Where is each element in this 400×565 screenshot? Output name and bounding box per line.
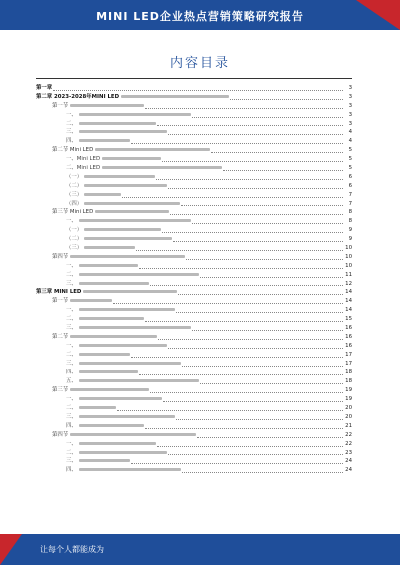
illegible-text-placeholder <box>84 175 154 178</box>
toc-entry-text: 一、 <box>66 342 77 349</box>
illegible-text-placeholder <box>70 335 156 338</box>
illegible-text-placeholder <box>121 95 229 98</box>
illegible-text-placeholder <box>79 353 130 356</box>
toc-entry[interactable] <box>36 235 352 244</box>
toc-entry-label <box>36 315 144 324</box>
toc-leader-dots <box>192 117 343 118</box>
illegible-text-placeholder <box>79 264 138 267</box>
illegible-text-placeholder <box>79 415 175 418</box>
toc-entry[interactable] <box>36 288 352 297</box>
illegible-text-placeholder <box>79 308 175 311</box>
toc-leader-dots <box>145 321 343 322</box>
toc-leader-dots <box>181 205 343 206</box>
toc-leader-dots <box>168 188 343 189</box>
toc-page-number: 8 <box>348 209 352 216</box>
toc-entry-text: （三） <box>66 191 83 198</box>
illegible-text-placeholder <box>79 344 167 347</box>
toc-leader-dots <box>157 446 343 447</box>
toc-page-number: 6 <box>348 173 352 180</box>
toc-entry-label <box>36 386 149 395</box>
toc-page-number: 5 <box>348 156 352 163</box>
toc-leader-dots <box>186 259 343 260</box>
illegible-text-placeholder <box>70 433 196 436</box>
toc-leader-dots <box>163 401 343 402</box>
toc-entry-text: 第二章 2023-2028年MINI LED <box>36 93 120 100</box>
toc-page-number: 8 <box>348 218 352 225</box>
toc-page-number: 18 <box>345 378 352 385</box>
toc-entry-text: 三、 <box>66 458 77 465</box>
toc-entry[interactable] <box>36 244 352 253</box>
toc-entry[interactable] <box>36 271 352 280</box>
toc-entry[interactable] <box>36 333 352 342</box>
illegible-text-placeholder <box>79 424 145 427</box>
illegible-text-placeholder <box>84 237 172 240</box>
toc-entry[interactable] <box>36 342 352 351</box>
toc-entry-text: 三、 <box>66 325 77 332</box>
toc-entry[interactable] <box>36 182 352 191</box>
toc-page-number: 16 <box>345 325 352 332</box>
toc-leader-dots <box>145 428 343 429</box>
toc-leader-dots <box>131 357 343 358</box>
toc-page-number: 9 <box>348 227 352 234</box>
toc-leader-dots <box>162 161 343 162</box>
toc-entry[interactable] <box>36 449 352 458</box>
toc-entry-label <box>36 333 157 342</box>
toc-entry[interactable] <box>36 191 352 200</box>
toc-entry[interactable] <box>36 173 352 182</box>
toc-page-number: 15 <box>345 316 352 323</box>
toc-entry-label <box>36 182 167 191</box>
table-of-contents <box>36 84 352 475</box>
toc-leader-dots <box>117 410 343 411</box>
toc-entry-label <box>36 111 191 120</box>
toc-entry-text: 四、 <box>66 467 77 474</box>
toc-page-number: 12 <box>345 280 352 287</box>
report-header-bar <box>0 0 400 30</box>
toc-entry[interactable] <box>36 377 352 386</box>
toc-entry-text: 三、 <box>66 280 77 287</box>
toc-page-number: 17 <box>345 360 352 367</box>
toc-entry-text: 一、 <box>66 440 77 447</box>
toc-heading: 内容目录 <box>169 56 230 71</box>
illegible-text-placeholder <box>79 468 181 471</box>
toc-entry-label <box>36 369 138 378</box>
toc-entry-text: 第一章 <box>36 84 53 91</box>
toc-leader-dots <box>192 223 343 224</box>
toc-entry[interactable] <box>36 440 352 449</box>
toc-page-number: 21 <box>345 422 352 429</box>
illegible-text-placeholder <box>79 219 191 222</box>
toc-leader-dots <box>150 392 343 393</box>
toc-entry-text: 三、 <box>66 413 77 420</box>
toc-entry[interactable] <box>36 200 352 209</box>
toc-leader-dots <box>156 179 343 180</box>
illegible-text-placeholder <box>79 273 199 276</box>
toc-entry-label <box>36 84 52 93</box>
toc-page-number: 10 <box>345 262 352 269</box>
toc-entry-text: 第二节 Mini LED <box>52 147 94 154</box>
toc-entry-label <box>36 217 191 226</box>
toc-page-number: 3 <box>348 120 352 127</box>
toc-entry-label <box>36 404 116 413</box>
toc-entry-label <box>36 288 177 297</box>
toc-leader-dots <box>158 339 343 340</box>
toc-entry-label <box>36 351 130 360</box>
toc-entry[interactable] <box>36 431 352 440</box>
toc-entry[interactable] <box>36 262 352 271</box>
toc-entry-text: 四、 <box>66 138 77 145</box>
toc-page-number: 7 <box>348 200 352 207</box>
footer-slogan: 让每个人都能成为 <box>40 545 104 554</box>
toc-leader-dots <box>131 463 343 464</box>
illegible-text-placeholder <box>79 406 116 409</box>
toc-page-number: 7 <box>348 191 352 198</box>
toc-leader-dots <box>150 285 343 286</box>
toc-entry-text: 第二节 <box>52 333 69 340</box>
toc-page-number: 17 <box>345 351 352 358</box>
illegible-text-placeholder <box>79 282 149 285</box>
toc-page-number: 23 <box>345 449 352 456</box>
illegible-text-placeholder <box>79 459 130 462</box>
toc-leader-dots <box>176 419 343 420</box>
toc-entry-label <box>36 155 161 164</box>
toc-entry-label <box>36 93 229 102</box>
illegible-text-placeholder <box>84 228 161 231</box>
illegible-text-placeholder <box>79 397 162 400</box>
illegible-text-placeholder <box>84 246 135 249</box>
toc-page-number: 4 <box>348 138 352 145</box>
toc-page-number: 9 <box>348 236 352 243</box>
toc-entry[interactable] <box>36 422 352 431</box>
toc-leader-dots <box>168 134 343 135</box>
toc-entry-label <box>36 457 130 466</box>
toc-entry[interactable] <box>36 360 352 369</box>
illegible-text-placeholder <box>84 202 180 205</box>
toc-page-number: 5 <box>348 165 352 171</box>
toc-page-number: 3 <box>348 102 352 109</box>
toc-leader-dots <box>197 437 343 438</box>
toc-entry[interactable] <box>36 111 352 120</box>
toc-page-number: 4 <box>348 129 352 136</box>
toc-entry-label <box>36 395 162 404</box>
toc-entry[interactable] <box>36 120 352 129</box>
toc-leader-dots <box>223 170 343 171</box>
header-corner-accent <box>356 0 400 30</box>
toc-entry-label <box>36 306 175 315</box>
toc-entry-label <box>36 102 144 111</box>
toc-page-number: 22 <box>345 440 352 447</box>
toc-leader-dots <box>176 312 343 313</box>
illegible-text-placeholder <box>95 148 210 151</box>
toc-entry[interactable] <box>36 93 352 102</box>
toc-entry-label <box>36 235 172 244</box>
toc-entry[interactable] <box>36 457 352 466</box>
toc-entry[interactable] <box>36 351 352 360</box>
toc-entry[interactable] <box>36 386 352 395</box>
illegible-text-placeholder <box>79 451 167 454</box>
toc-entry-text: 三、 <box>66 360 77 367</box>
toc-leader-dots <box>157 125 343 126</box>
toc-entry-label <box>36 271 199 280</box>
toc-leader-dots <box>178 294 343 295</box>
toc-entry-text: 二、 <box>66 271 77 278</box>
toc-entry[interactable] <box>36 217 352 226</box>
toc-leader-dots <box>230 99 343 100</box>
toc-entry-label <box>36 200 180 209</box>
toc-leader-dots <box>122 197 343 198</box>
toc-entry-label <box>36 422 144 431</box>
toc-entry[interactable] <box>36 315 352 324</box>
toc-entry[interactable] <box>36 137 352 146</box>
illegible-text-placeholder <box>70 104 144 107</box>
toc-page-number: 3 <box>348 111 352 118</box>
toc-page-number: 14 <box>345 298 352 305</box>
toc-entry-label <box>36 191 121 200</box>
illegible-text-placeholder <box>79 326 191 329</box>
illegible-text-placeholder <box>83 290 177 293</box>
toc-leader-dots <box>192 330 343 331</box>
toc-leader-dots <box>131 143 343 144</box>
toc-leader-dots <box>145 108 343 109</box>
toc-entry-label <box>36 244 135 253</box>
toc-page-number: 14 <box>345 289 352 296</box>
toc-leader-dots <box>182 472 343 473</box>
toc-entry-text: （四） <box>66 200 83 207</box>
toc-entry-label <box>36 431 196 440</box>
toc-page-number: 18 <box>345 369 352 376</box>
toc-leader-dots <box>139 374 343 375</box>
toc-entry-text: 三、 <box>66 129 77 136</box>
toc-entry-label <box>36 280 149 289</box>
illegible-text-placeholder <box>79 139 130 142</box>
toc-entry-text: 第三章 MINI LED <box>36 289 82 296</box>
toc-entry-label <box>36 413 175 422</box>
toc-entry-text: （一） <box>66 227 83 234</box>
toc-entry-text: 第一节 <box>52 102 69 109</box>
toc-entry[interactable] <box>36 102 352 111</box>
toc-page-number: 24 <box>345 458 352 465</box>
toc-entry-text: 第三节 <box>52 387 69 394</box>
toc-page-number: 5 <box>348 147 352 154</box>
toc-leader-dots <box>211 152 343 153</box>
toc-page-number: 3 <box>348 84 352 91</box>
toc-entry[interactable] <box>36 146 352 155</box>
toc-entry[interactable] <box>36 413 352 422</box>
toc-page-number: 19 <box>345 396 352 403</box>
toc-entry-label <box>36 297 112 306</box>
toc-entry[interactable] <box>36 369 352 378</box>
toc-page-number: 10 <box>345 245 352 252</box>
toc-entry-text: （三） <box>66 245 83 252</box>
toc-entry-label <box>36 466 181 475</box>
illegible-text-placeholder <box>79 379 199 382</box>
toc-page-number: 22 <box>345 431 352 438</box>
toc-entry-text: 二、 <box>66 120 77 127</box>
toc-entry-label <box>36 128 167 137</box>
illegible-text-placeholder <box>79 122 156 125</box>
toc-entry-text: 第一节 <box>52 298 69 305</box>
toc-leader-dots <box>182 366 343 367</box>
toc-page-number: 20 <box>345 405 352 412</box>
toc-entry-text: （一） <box>66 173 83 180</box>
toc-leader-dots <box>113 303 343 304</box>
toc-entry[interactable] <box>36 306 352 315</box>
toc-entry-text: 二、 <box>66 405 77 412</box>
toc-leader-dots <box>170 214 343 215</box>
toc-entry-text: 二、 <box>66 449 77 456</box>
toc-leader-dots <box>168 348 343 349</box>
toc-page-number: 19 <box>345 387 352 394</box>
toc-entry-label <box>36 146 210 155</box>
toc-leader-dots <box>200 277 343 278</box>
illegible-text-placeholder <box>79 370 138 373</box>
toc-entry-label <box>36 449 167 458</box>
toc-entry[interactable] <box>36 155 352 164</box>
toc-entry-text: （二） <box>66 182 83 189</box>
footer-bar <box>0 534 400 565</box>
toc-entry[interactable] <box>36 164 352 173</box>
toc-page-number: 20 <box>345 413 352 420</box>
toc-entry-label <box>36 137 130 146</box>
toc-page-number: 6 <box>348 182 352 189</box>
toc-leader-dots <box>200 383 343 384</box>
illegible-text-placeholder <box>84 193 121 196</box>
toc-entry-text: 第三节 Mini LED <box>52 209 94 216</box>
illegible-text-placeholder <box>79 317 145 320</box>
illegible-text-placeholder <box>70 299 111 302</box>
toc-entry-label <box>36 164 222 173</box>
toc-entry-text: 一、 <box>66 218 77 225</box>
toc-leader-dots <box>162 232 343 233</box>
footer-corner-accent <box>0 534 22 565</box>
illegible-text-placeholder <box>102 166 222 169</box>
report-title: MINI LED企业热点营销策略研究报告 <box>96 10 304 23</box>
toc-page-number: 14 <box>345 307 352 314</box>
toc-leader-dots <box>139 268 343 269</box>
toc-page-number: 16 <box>345 342 352 349</box>
illegible-text-placeholder <box>84 184 167 187</box>
toc-entry-text: 二、Mini LED <box>66 165 101 171</box>
toc-entry-text: 第四节 <box>52 253 69 260</box>
toc-entry-text: （二） <box>66 236 83 243</box>
toc-entry[interactable] <box>36 128 352 137</box>
toc-entry-label <box>36 377 199 386</box>
toc-entry[interactable] <box>36 226 352 235</box>
toc-entry-text: 一、 <box>66 262 77 269</box>
toc-entry[interactable] <box>36 297 352 306</box>
toc-entry[interactable] <box>36 280 352 289</box>
toc-entry-label <box>36 342 167 351</box>
toc-entry-text: 一、 <box>66 396 77 403</box>
toc-entry-text: 二、 <box>66 316 77 323</box>
toc-entry-label <box>36 262 138 271</box>
toc-entry-label <box>36 253 185 262</box>
toc-page-number: 24 <box>345 467 352 474</box>
toc-entry-label <box>36 324 191 333</box>
illegible-text-placeholder <box>95 210 169 213</box>
toc-entry[interactable] <box>36 208 352 217</box>
illegible-text-placeholder <box>70 255 185 258</box>
toc-entry[interactable] <box>36 324 352 333</box>
illegible-text-placeholder <box>79 130 167 133</box>
toc-entry-label <box>36 120 156 129</box>
toc-entry-text: 五、 <box>66 378 77 385</box>
toc-entry[interactable] <box>36 404 352 413</box>
toc-entry-label <box>36 173 155 182</box>
illegible-text-placeholder <box>102 157 161 160</box>
toc-entry-text: 第四节 <box>52 431 69 438</box>
toc-leader-dots <box>136 250 343 251</box>
toc-page-number: 16 <box>345 333 352 340</box>
illegible-text-placeholder <box>70 388 149 391</box>
toc-page-number: 10 <box>345 253 352 260</box>
toc-entry[interactable] <box>36 253 352 262</box>
toc-leader-dots <box>173 241 343 242</box>
toc-entry-label <box>36 226 161 235</box>
toc-entry-text: 四、 <box>66 369 77 376</box>
toc-entry[interactable] <box>36 466 352 475</box>
illegible-text-placeholder <box>79 113 191 116</box>
toc-entry-text: 一、Mini LED <box>66 156 101 163</box>
toc-entry-text: 二、 <box>66 351 77 358</box>
toc-divider <box>36 78 352 79</box>
toc-entry-label <box>36 360 181 369</box>
toc-page-number: 3 <box>348 93 352 100</box>
toc-entry-text: 一、 <box>66 307 77 314</box>
illegible-text-placeholder <box>79 442 156 445</box>
toc-entry[interactable] <box>36 395 352 404</box>
toc-entry-text: 一、 <box>66 111 77 118</box>
toc-leader-dots <box>53 90 343 91</box>
toc-entry-text: 四、 <box>66 422 77 429</box>
illegible-text-placeholder <box>79 362 181 365</box>
toc-leader-dots <box>168 454 343 455</box>
toc-entry-label <box>36 208 169 217</box>
toc-entry[interactable] <box>36 84 352 93</box>
toc-entry-label <box>36 440 156 449</box>
toc-page-number: 11 <box>345 271 352 278</box>
